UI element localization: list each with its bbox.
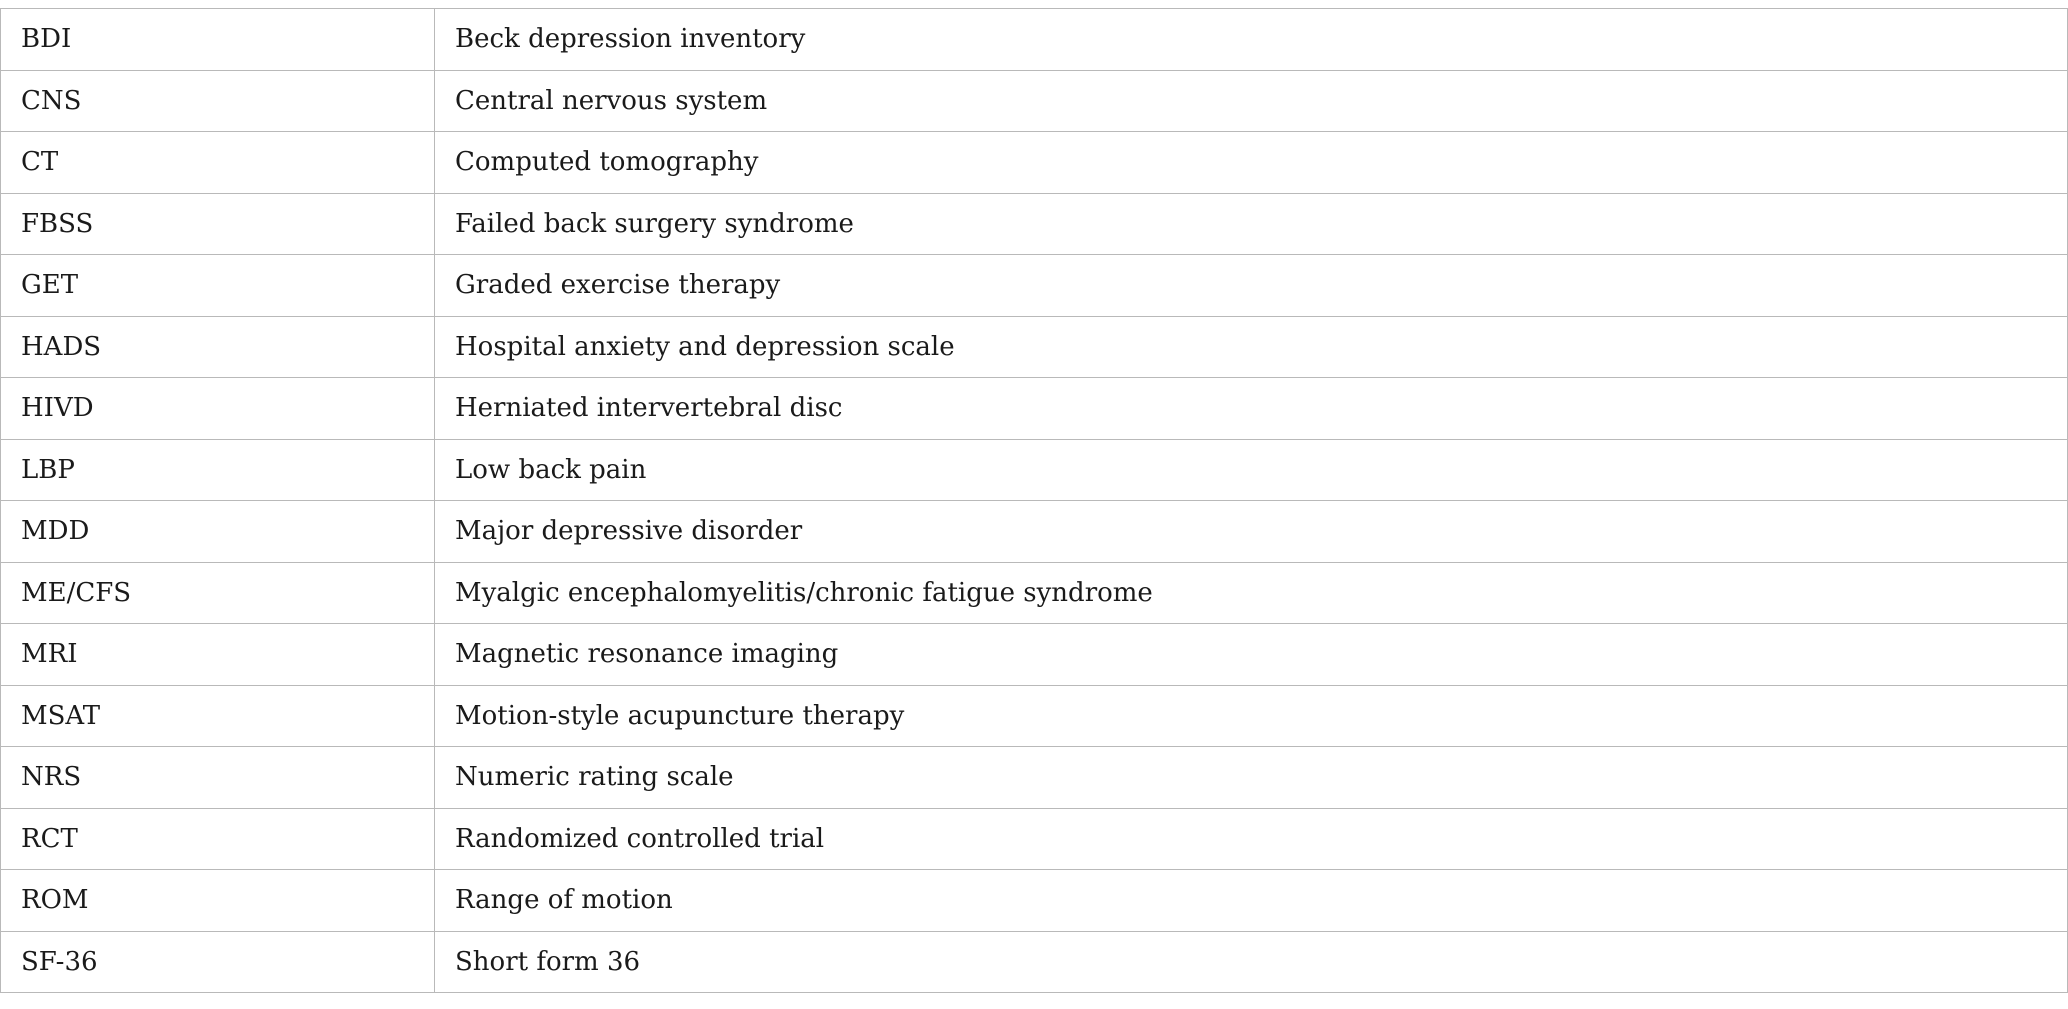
table-row bbox=[1, 747, 2068, 809]
definition-cell: Range of motion bbox=[435, 870, 2068, 932]
table-row bbox=[1, 870, 2068, 932]
table-row bbox=[1, 193, 2068, 255]
abbreviation-cell: ROM bbox=[1, 870, 435, 932]
definition-cell: Hospital anxiety and depression scale bbox=[435, 316, 2068, 378]
abbreviation-cell: NRS bbox=[1, 747, 435, 809]
table-row bbox=[1, 439, 2068, 501]
definition-cell: Computed tomography bbox=[435, 132, 2068, 194]
definition-cell: Herniated intervertebral disc bbox=[435, 378, 2068, 440]
abbreviation-cell: MRI bbox=[1, 624, 435, 686]
definition-cell: Numeric rating scale bbox=[435, 747, 2068, 809]
abbreviation-cell: CNS bbox=[1, 70, 435, 132]
abbreviation-cell: MSAT bbox=[1, 685, 435, 747]
definition-cell: Failed back surgery syndrome bbox=[435, 193, 2068, 255]
definition-cell: Myalgic encephalomyelitis/chronic fatigue syndrome bbox=[435, 562, 2068, 624]
table-row bbox=[1, 316, 2068, 378]
definition-cell: Graded exercise therapy bbox=[435, 255, 2068, 317]
table-row bbox=[1, 378, 2068, 440]
definition-cell: Motion-style acupuncture therapy bbox=[435, 685, 2068, 747]
abbreviation-cell: LBP bbox=[1, 439, 435, 501]
table-row bbox=[1, 70, 2068, 132]
definition-cell: Short form 36 bbox=[435, 931, 2068, 993]
abbreviations-table-body bbox=[1, 9, 2068, 993]
definition-cell: Central nervous system bbox=[435, 70, 2068, 132]
abbreviation-cell: HIVD bbox=[1, 378, 435, 440]
definition-cell: Randomized controlled trial bbox=[435, 808, 2068, 870]
abbreviation-cell: HADS bbox=[1, 316, 435, 378]
definition-cell: Low back pain bbox=[435, 439, 2068, 501]
table-row bbox=[1, 624, 2068, 686]
table-row bbox=[1, 931, 2068, 993]
abbreviations-table bbox=[0, 8, 2068, 993]
abbreviation-cell: FBSS bbox=[1, 193, 435, 255]
definition-cell: Beck depression inventory bbox=[435, 9, 2068, 71]
abbreviation-cell: MDD bbox=[1, 501, 435, 563]
table-row bbox=[1, 562, 2068, 624]
table-row bbox=[1, 9, 2068, 71]
table-row bbox=[1, 255, 2068, 317]
abbreviation-cell: GET bbox=[1, 255, 435, 317]
table-row bbox=[1, 685, 2068, 747]
table-row bbox=[1, 501, 2068, 563]
abbreviation-cell: RCT bbox=[1, 808, 435, 870]
definition-cell: Magnetic resonance imaging bbox=[435, 624, 2068, 686]
abbreviation-cell: BDI bbox=[1, 9, 435, 71]
abbreviation-cell: ME/CFS bbox=[1, 562, 435, 624]
table-row bbox=[1, 808, 2068, 870]
table-row bbox=[1, 132, 2068, 194]
abbreviation-cell: CT bbox=[1, 132, 435, 194]
definition-cell: Major depressive disorder bbox=[435, 501, 2068, 563]
abbreviation-cell: SF-36 bbox=[1, 931, 435, 993]
